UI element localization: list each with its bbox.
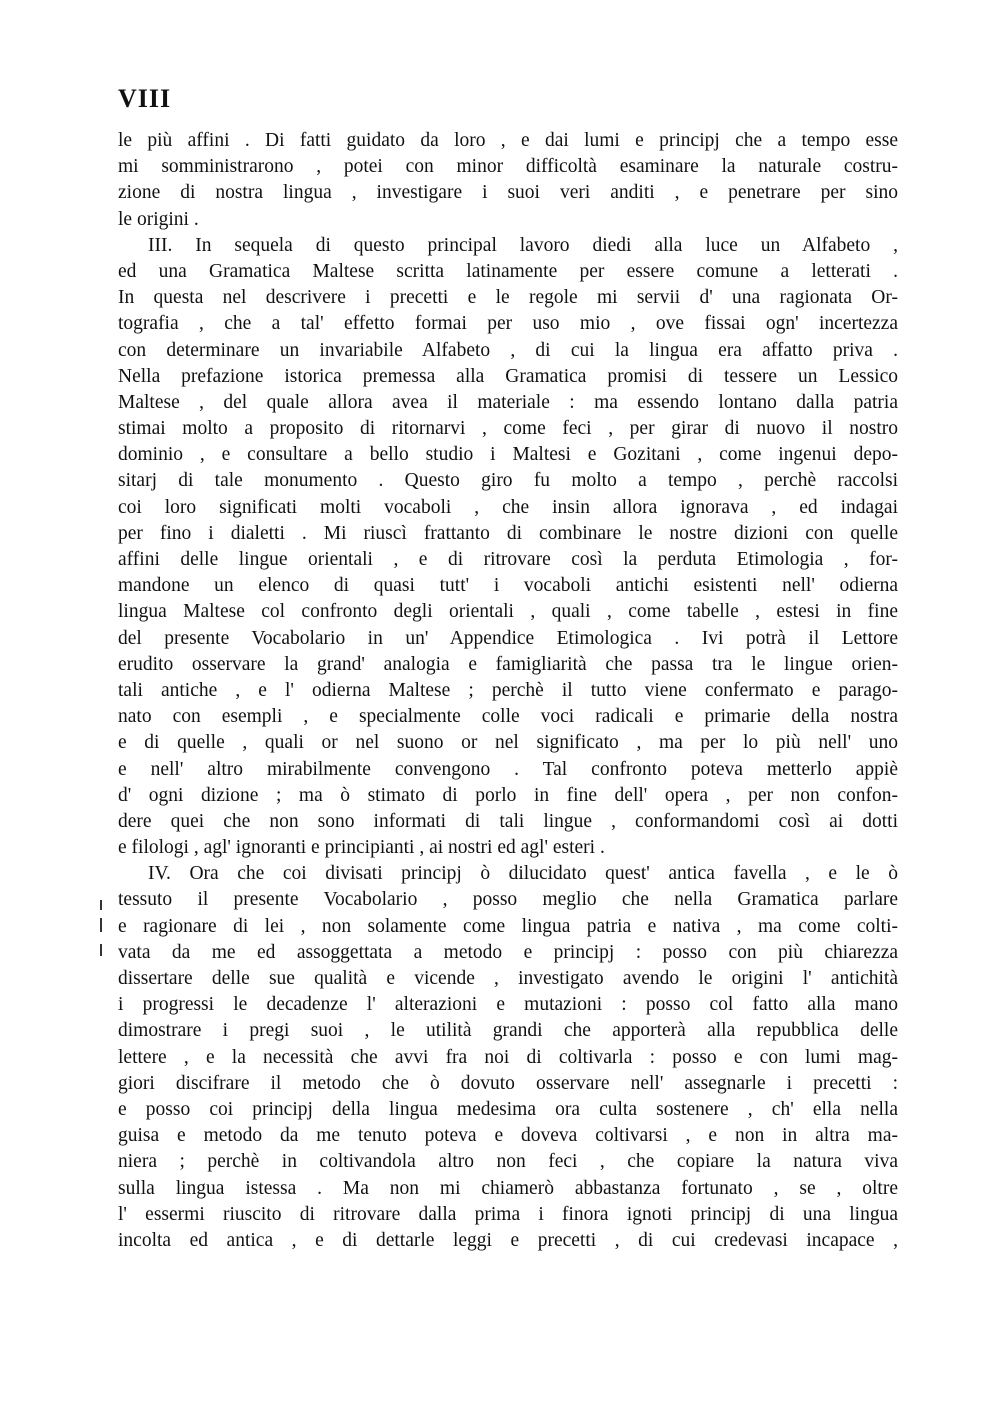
text-line: niera ; perchè in coltivandola altro non feci , che copiare la natura viva [118, 1151, 898, 1173]
text-line: e nell' altro mirabilmente convengono . Tal confronto poteva metterlo appiè [118, 758, 898, 780]
text-line: coi loro significati molti vocaboli , che insin allora ignorava , ed indagai [118, 496, 898, 518]
text-line: stimai molto a proposito di ritornarvi , come feci , per girar di nuovo il nostro [118, 418, 898, 440]
text-line: con determinare un invariabile Alfabeto , di cui la lingua era affatto priva . [118, 339, 898, 361]
paragraph [118, 233, 898, 862]
text-line: e filologi , agl' ignoranti e principianti , ai nostri ed agl' esteri . [118, 837, 605, 859]
text-line: dissertare delle sue qualità e vicende , investigato avendo le origini l' antichità [118, 968, 898, 989]
text-line: i progressi le decadenze l' alterazioni e mutazioni : posso col fatto alla mano [118, 994, 898, 1016]
text-line: dere quei che non sono informati di tali lingue , conformandomi così ai dotti [118, 810, 898, 832]
margin-mark [100, 900, 102, 910]
text-line: l' essermi riuscito di ritrovare dalla prima i finora ignoti principj di una lingua [118, 1203, 898, 1225]
text-line: Maltese , del quale allora avea il materiale : ma essendo lontano dalla patria [118, 391, 898, 413]
text-line: per fino i dialetti . Mi riuscì frattanto di combinare le nostre dizioni con quelle [118, 522, 898, 544]
text-line: sitarj di tale monumento . Questo giro fu molto a tempo , perchè raccolsi [118, 470, 898, 492]
text-line: tali antiche , e l' odierna Maltese ; perchè il tutto viene confermato e parago- [118, 679, 898, 701]
text-line: zione di nostra lingua , investigare i suoi veri anditi , e penetrare per sino [118, 182, 898, 204]
margin-marks [96, 900, 108, 970]
margin-mark [100, 918, 102, 932]
text-line: affini delle lingue orientali , e di ritrovare così la perduta Etimologia , for- [118, 549, 898, 570]
text-line: In questa nel descrivere i precetti e le regole mi servii d' una ragionata Or- [118, 287, 898, 309]
text-line: IV. Ora che coi divisati principj ò dilucidato quest' antica favella , e le ò [148, 863, 898, 885]
text-line: e ragionare di lei , non solamente come lingua patria e nativa , ma come colti- [118, 915, 898, 937]
text-line: e posso coi principj della lingua medesima ora culta sostenere , ch' ella nella [118, 1098, 898, 1120]
text-line: d' ogni dizione ; ma ò stimato di porlo in fine dell' opera , per non confon- [118, 784, 898, 806]
paragraph [118, 128, 898, 233]
text-line: tessuto il presente Vocabolario , posso meglio che nella Gramatica parlare [118, 889, 898, 911]
text-line: del presente Vocabolario in un' Appendice Etimologica . Ivi potrà il Lettore [118, 627, 898, 649]
text-line: lingua Maltese col confronto degli orientali , quali , come tabelle , estesi in fine [118, 601, 898, 623]
text-line: dominio , e consultare a bello studio i Maltesi e Gozitani , come ingenui depo- [118, 444, 898, 466]
text-line: erudito osservare la grand' analogia e famigliarità che passa tra le lingue orien- [118, 653, 898, 675]
text-line: sulla lingua istessa . Ma non mi chiamerò abbastanza fortunato , se , oltre [118, 1177, 898, 1199]
text-line: lettere , e la necessità che avvi fra noi di coltivarla : posso e con lumi mag- [118, 1046, 898, 1068]
paragraph [118, 861, 898, 1254]
text-line: mi somministrarono , potei con minor difficoltà esaminare la naturale costru- [118, 156, 898, 178]
text-line: guisa e metodo da me tenuto poteva e doveva coltivarsi , e non in altra ma- [118, 1125, 898, 1147]
text-line: Nella prefazione istorica premessa alla Gramatica promisi di tessere un Lessico [118, 365, 898, 387]
text-line: mandone un elenco di quasi tutt' i vocaboli antichi esistenti nell' odierna [118, 575, 898, 597]
text-line: tografia , che a tal' effetto formai per uso mio , ove fissai ogn' incertezza [118, 313, 898, 335]
text-line: nato con esempli , e specialmente colle voci radicali e primarie della nostra [118, 706, 898, 728]
text-line: III. In sequela di questo principal lavoro diedi alla luce un Alfabeto , [148, 234, 898, 256]
text-line: le origini . [118, 208, 199, 230]
text-line: giori discifrare il metodo che ò dovuto osservare nell' assegnarle i precetti : [118, 1072, 898, 1094]
text-line: incolta ed antica , e di dettarle leggi e precetti , di cui credevasi incapace , [118, 1229, 898, 1251]
margin-mark [100, 944, 102, 956]
page-number: VIII [118, 84, 172, 113]
text-line: e di quelle , quali or nel suono or nel significato , ma per lo più nell' uno [118, 732, 898, 754]
text-line: dimostrare i pregi suoi , le utilità grandi che apporterà alla repubblica delle [118, 1020, 898, 1042]
body-text [118, 128, 898, 1254]
text-line: ed una Gramatica Maltese scritta latinamente per essere comune a letterati . [118, 260, 898, 282]
text-line: le più affini . Di fatti guidato da loro , e dai lumi e principj che a tempo esse [118, 130, 898, 151]
text-line: vata da me ed assoggettata a metodo e principj : posso con più chiarezza [118, 941, 898, 963]
